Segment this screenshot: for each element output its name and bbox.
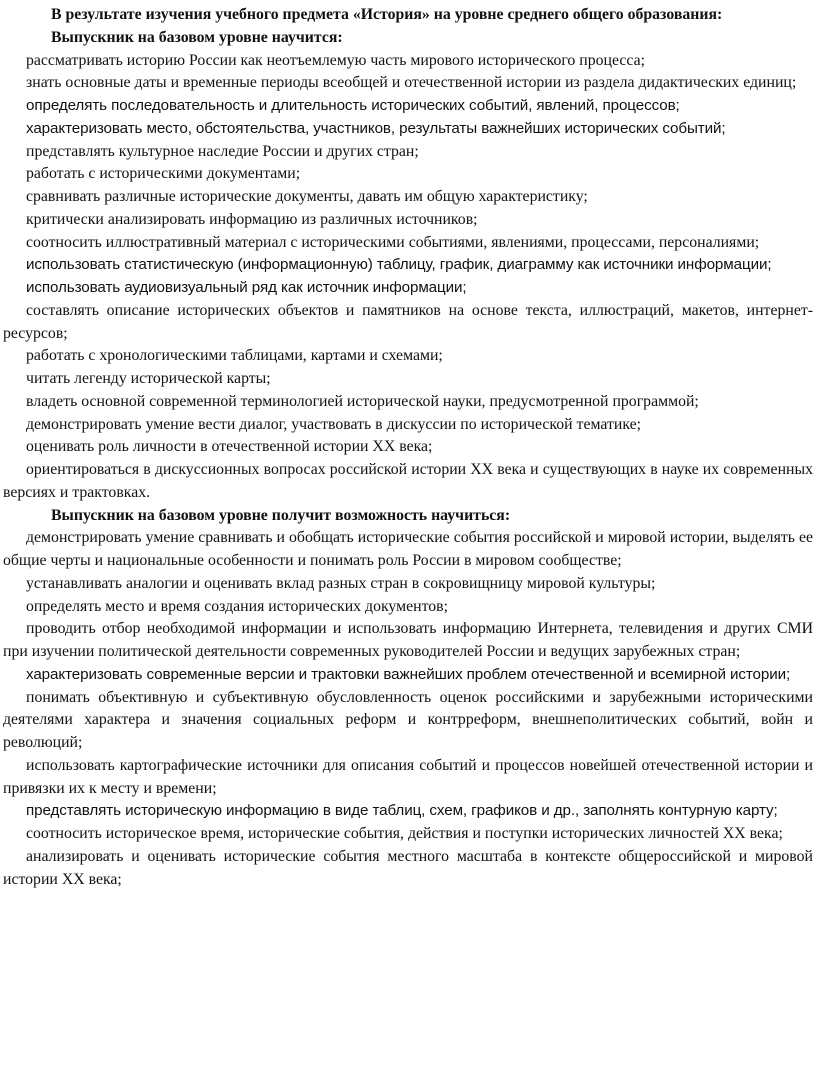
list-item: использовать аудиовизуальный ряд как источник информации;	[26, 279, 467, 296]
list-item: критически анализировать информацию из различных источников;	[26, 210, 478, 228]
list-item: демонстрировать умение вести диалог, участвовать в дискуссии по исторической тематике;	[26, 415, 641, 433]
list-item: определять место и время создания исторических документов;	[26, 597, 449, 615]
list-item: рассматривать историю России как неотъемлемую часть мирового исторического процесса;	[26, 51, 646, 69]
list-item: знать основные даты и временные периоды всеобщей и отечественной истории из раздела дидактических единиц;	[26, 74, 797, 92]
list-item: использовать картографические источники для описания событий и процессов новейшей отечественной истории и привязки их к месту и времени;	[3, 756, 813, 797]
list-item: характеризовать современные версии и трактовки важнейших проблем отечественной и всемирной истории;	[26, 665, 791, 683]
list-item: соотносить историческое время, исторические события, действия и поступки исторических личностей ХХ века;	[26, 825, 783, 842]
section-list-basic-opportunity	[3, 527, 813, 891]
list-item: оценивать роль личности в отечественной истории ХХ века;	[26, 438, 433, 456]
list-item: проводить отбор необходимой информации и использовать информацию Интернета, телевидения и других СМИ при изучении политической деятельности современных руководителей России и ведущих зарубежных стран;	[3, 620, 813, 660]
section-list-basic-learns	[3, 50, 813, 505]
list-item: читать легенду исторической карты;	[26, 370, 271, 387]
section-heading-basic-learns: Выпускник на базовом уровне научится:	[51, 28, 343, 46]
list-item: представлять историческую информацию в виде таблиц, схем, графиков и др., заполнять контурную карту;	[26, 802, 778, 820]
list-item: соотносить иллюстративный материал с историческими событиями, явлениями, процессами, персоналиями;	[26, 233, 760, 251]
list-item: сравнивать различные исторические документы, давать им общую характеристику;	[26, 188, 588, 205]
document-intro-heading: В результате изучения учебного предмета «История» на уровне среднего общего образования:	[51, 6, 723, 23]
list-item: представлять культурное наследие России и других стран;	[26, 142, 419, 160]
document-body	[3, 4, 813, 891]
list-item: понимать объективную и субъективную обусловленность оценок российскими и зарубежными историческими деятелями характера и значения социальных реформ и контрреформ, внешнеполитических событий, войн и революций;	[3, 688, 813, 751]
list-item: работать с хронологическими таблицами, картами и схемами;	[26, 347, 443, 365]
section-heading-basic-opportunity: Выпускник на базовом уровне получит возможность научиться:	[51, 506, 511, 524]
list-item: определять последовательность и длительность исторических событий, явлений, процессов;	[26, 97, 680, 114]
list-item: анализировать и оценивать исторические события местного масштаба в контексте общероссийской и мировой истории ХХ века;	[3, 847, 813, 888]
list-item: использовать статистическую (информационную) таблицу, график, диаграмму как источники информации;	[26, 256, 772, 274]
list-item: владеть основной современной терминологией исторической науки, предусмотренной программой;	[26, 392, 699, 410]
list-item: составлять описание исторических объектов и памятников на основе текста, иллюстраций, макетов, интернет-ресурсов;	[3, 301, 813, 342]
list-item: характеризовать место, обстоятельства, участников, результаты важнейших исторических событий;	[26, 119, 726, 137]
list-item: работать с историческими документами;	[26, 165, 301, 183]
list-item: демонстрировать умение сравнивать и обобщать исторические события российской и мировой истории, выделять ее общие черты и национальные особенности и понимать роль России в мировом сообществе;	[3, 529, 813, 569]
list-item: ориентироваться в дискуссионных вопросах российской истории ХХ века и существующих в науке их современных версиях и трактовках.	[3, 461, 813, 501]
list-item: устанавливать аналогии и оценивать вклад разных стран в сокровищницу мировой культуры;	[26, 574, 656, 592]
